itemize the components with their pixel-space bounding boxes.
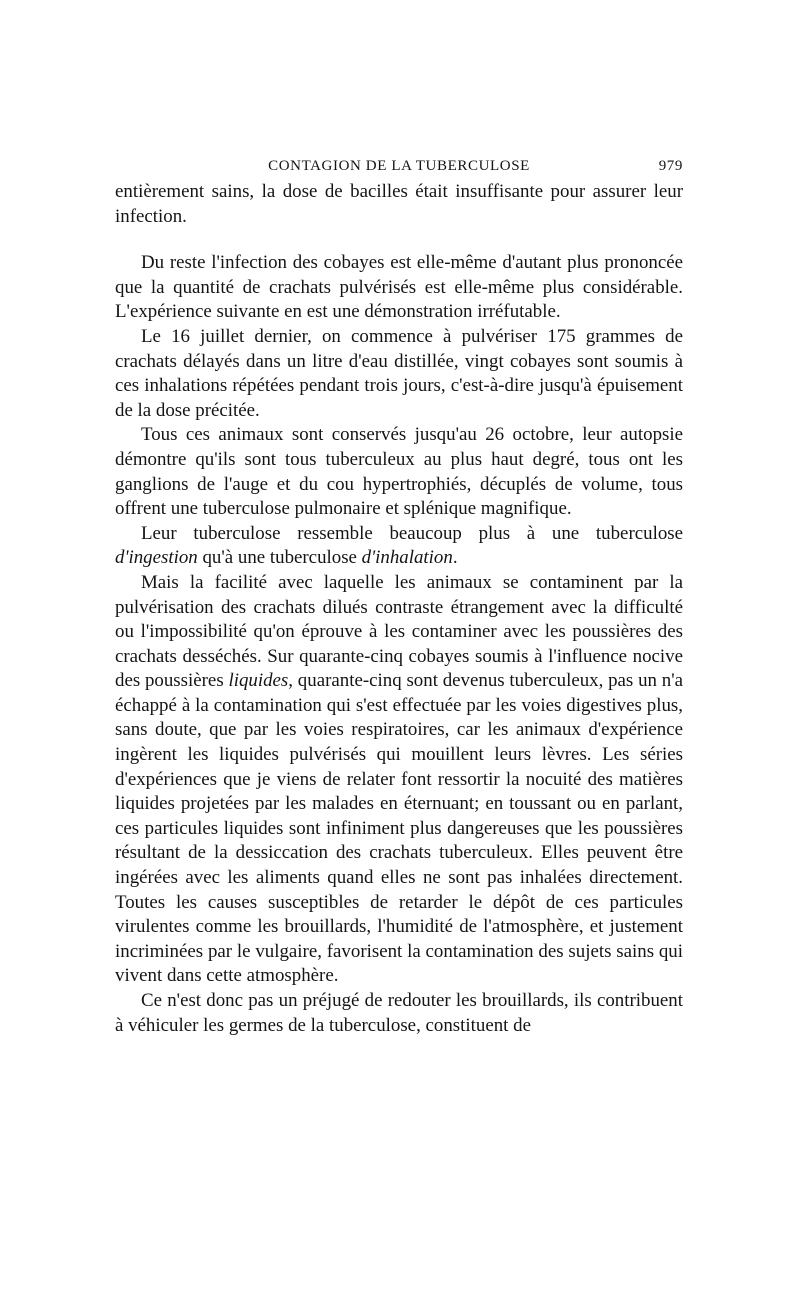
- paragraph: [115, 571, 683, 989]
- paragraph: [115, 989, 683, 1038]
- paragraph-text: , quarante-cinq sont devenus tuberculeux, pas un n'a échappé à la contamination qui s'est effectuée par les voies digestives plus, sans doute, que par les voies respiratoires, car les animaux d'expérience ingèrent les liquides pulvérisés qui mouillent leurs lèvres. Les séries d'expériences que je viens de relater font ressortir la nocuité des matières liquides projetées par les malades en éternuant; en toussant ou en parlant, ces particules liquides sont infiniment plus dangereuses que les poussières résultant de la dessiccation des crachats tuberculeux. Elles peuvent être ingérées avec les aliments quand elles ne sont pas inhalées directement. Toutes les causes susceptibles de retarder le dépôt de ces particules virulentes comme les brouillards, l'humidité de l'atmosphère, et justement incriminées par le vulgaire, favorisent la contamination des sujets sains qui vivent dans cette atmosphère.: [115, 670, 683, 987]
- paragraph-text: Leur tuberculose ressemble beaucoup plus à une tuberculose: [141, 522, 683, 544]
- page-number: 979: [658, 158, 683, 174]
- paragraph-text: qu'à une tuberculose: [197, 547, 362, 569]
- paragraph: [115, 423, 683, 521]
- paragraph-text: .: [452, 547, 458, 569]
- paragraph-continuation: [115, 180, 683, 229]
- paragraph: [115, 325, 683, 423]
- emphasis-text: d'ingestion: [115, 547, 198, 569]
- paragraph: [115, 522, 683, 571]
- running-header: [115, 150, 683, 180]
- paragraph-text: Du reste l'infection des cobayes est elle-même d'autant plus prononcée que la quantité de crachats pulvérisés est elle-même plus considérable. L'expérience suivante en est une démonstration irréfutable.: [115, 252, 683, 323]
- paragraph-text: Mais la facilité avec laquelle les animaux se contaminent par la pulvérisation des crachats dilués contraste étrangement avec la difficulté ou l'impossibilité qu'on éprouve à les contaminer avec les poussières des crachats desséchés. Sur quarante-cinq cobayes soumis à l'influence nocive des poussières: [115, 571, 683, 692]
- emphasis-text: liquides: [228, 670, 289, 692]
- paragraph: [115, 251, 683, 325]
- paragraph-text: Ce n'est donc pas un préjugé de redouter les brouillards, ils contribuent à véhiculer les germes de la tuberculose, constituent de: [115, 990, 683, 1036]
- paragraph-text: Tous ces animaux sont conservés jusqu'au 26 octobre, leur autopsie démontre qu'ils sont tous tuberculeux au plus haut degré, tous ont les ganglions de l'auge et du cou hypertrophiés, décuplés de volume, tous offrent une tuberculose pulmonaire et splénique magnifique.: [115, 424, 683, 520]
- running-title: CONTAGION DE LA TUBERCULOSE: [268, 158, 530, 174]
- emphasis-text: d'inhalation: [361, 547, 453, 569]
- paragraph-text: Le 16 juillet dernier, on commence à pulvériser 175 grammes de crachats délayés dans un litre d'eau distillée, vingt cobayes sont soumis à ces inhalations répétées pendant trois jours, c'est-à-dire jusqu'à épuisement de la dose précitée.: [115, 325, 683, 421]
- paragraph-text: entièrement sains, la dose de bacilles était insuffisante pour assurer leur infection.: [115, 181, 683, 227]
- body-text: [115, 180, 683, 1038]
- book-page: [115, 150, 683, 1038]
